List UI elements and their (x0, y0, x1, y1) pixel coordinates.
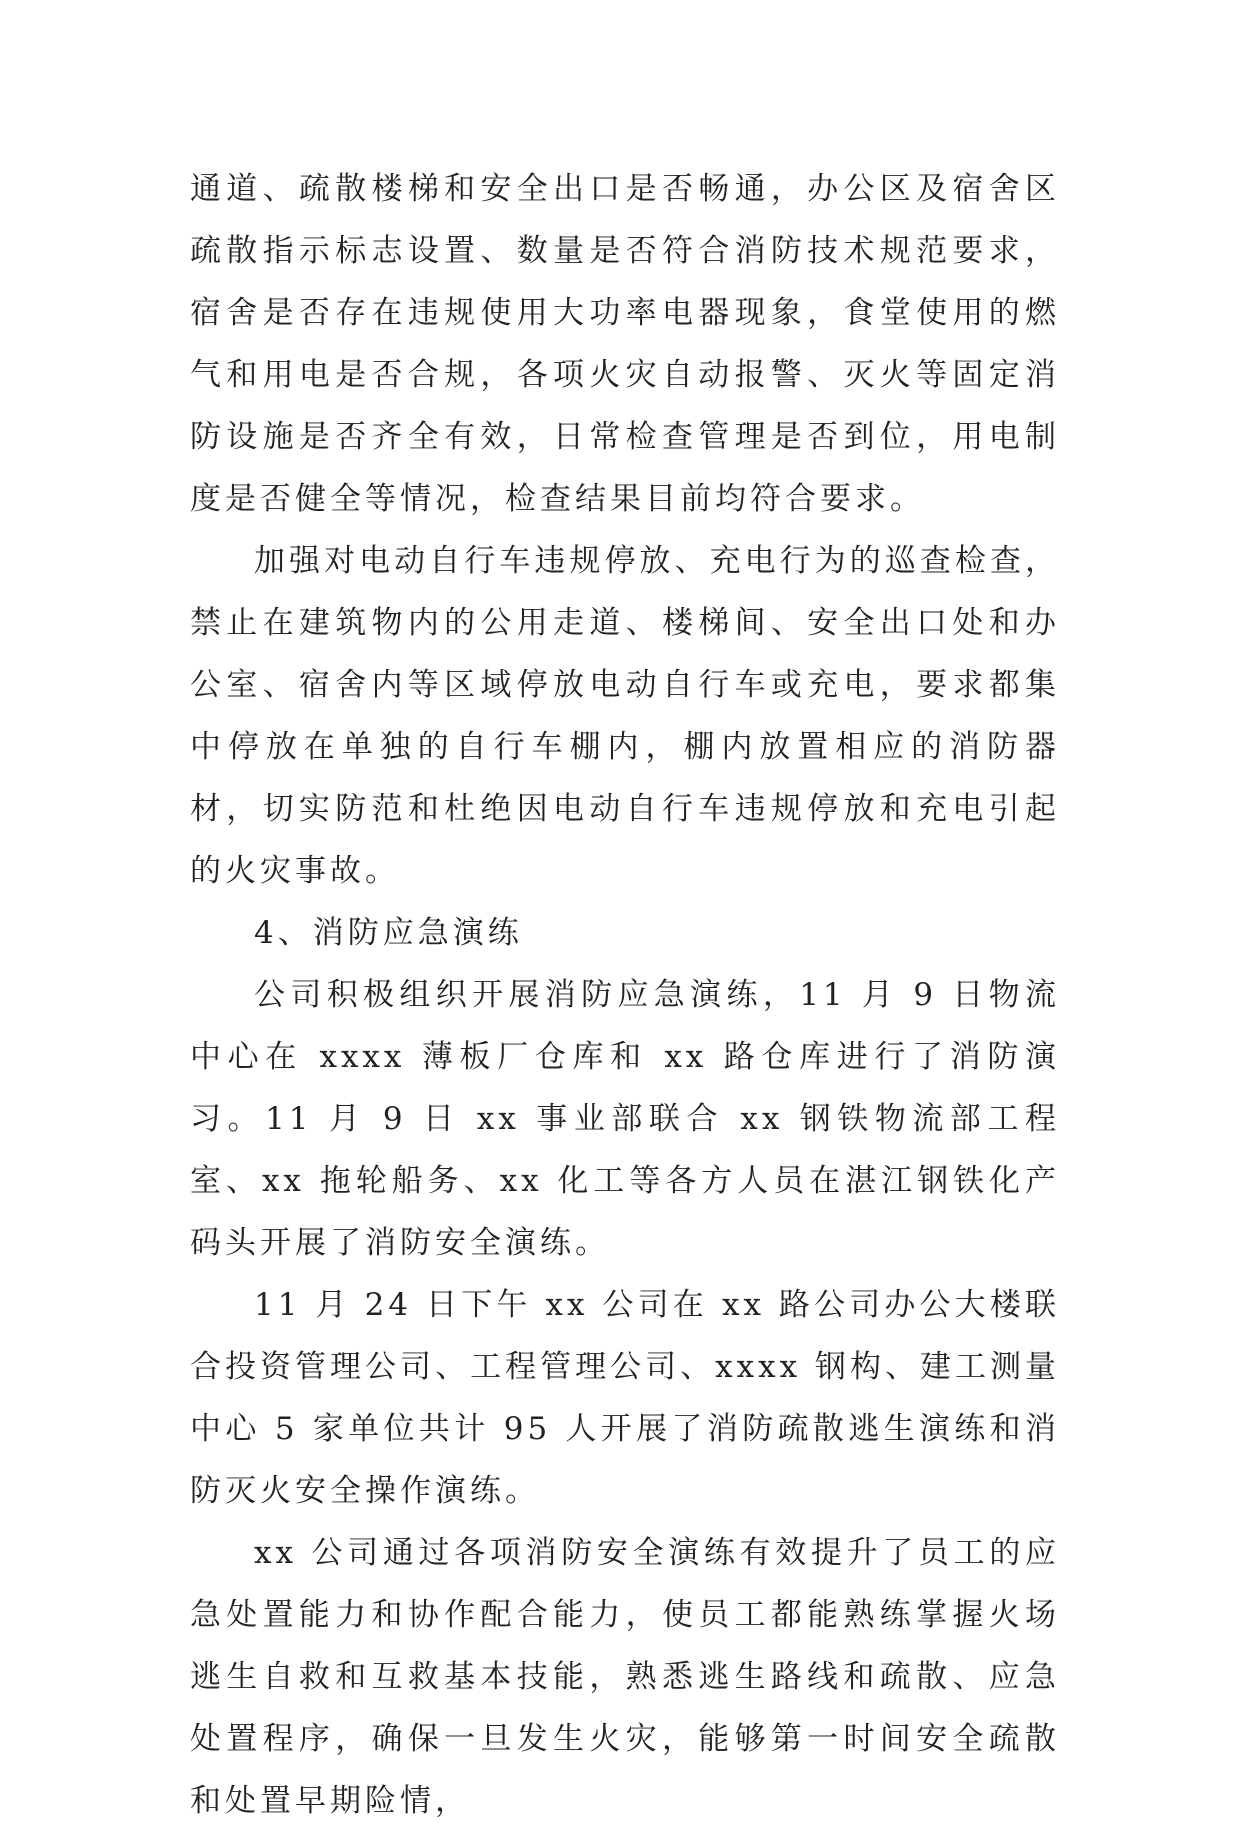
paragraph-ebike-inspection: 加强对电动自行车违规停放、充电行为的巡查检查，禁止在建筑物内的公用走道、楼梯间、安全出口处和办公室、宿舍内等区域停放电动自行车或充电，要求都集中停放在单独的自行车棚内，棚内放置相应的消防器材，切实防范和杜绝因电动自行车违规停放和充电引起的火灾事故。 (190, 543, 1060, 889)
paragraph-inspection-results: 通道、疏散楼梯和安全出口是否畅通，办公区及宿舍区疏散指示标志设置、数量是否符合消防技术规范要求，宿舍是否存在违规使用大功率电器现象，食堂使用的燃气和用电是否合规，各项火灾自动报警、灭火等固定消防设施是否齐全有效，日常检查管理是否到位，用电制度是否健全等情况，检查结果目前均符合要求。 (190, 171, 1060, 517)
paragraph-drill-outcome: xx 公司通过各项消防安全演练有效提升了员工的应急处置能力和协作配合能力，使员工都能熟练掌握火场逃生自救和互救基本技能，熟悉逃生路线和疏散、应急处置程序，确保一旦发生火灾，能够第一时间安全疏散和处置早期险情， (190, 1535, 1060, 1819)
paragraph-drill-nov-9: 公司积极组织开展消防应急演练，11 月 9 日物流中心在 xxxx 薄板厂仓库和 xx 路仓库进行了消防演习。11 月 9 日 xx 事业部联合 xx 钢铁物流部工程室、xx 拖轮船务、xx 化工等各方人员在湛江钢铁化产码头开展了消防安全演练。 (190, 977, 1060, 1261)
section-heading-emergency-drill: 4、消防应急演练 (254, 915, 523, 951)
paragraph-drill-nov-24: 11 月 24 日下午 xx 公司在 xx 路公司办公大楼联合投资管理公司、工程管理公司、xxxx 钢构、建工测量中心 5 家单位共计 95 人开展了消防疏散逃生演练和消防灭火安全操作演练。 (190, 1287, 1060, 1509)
document-body (190, 158, 1060, 1832)
